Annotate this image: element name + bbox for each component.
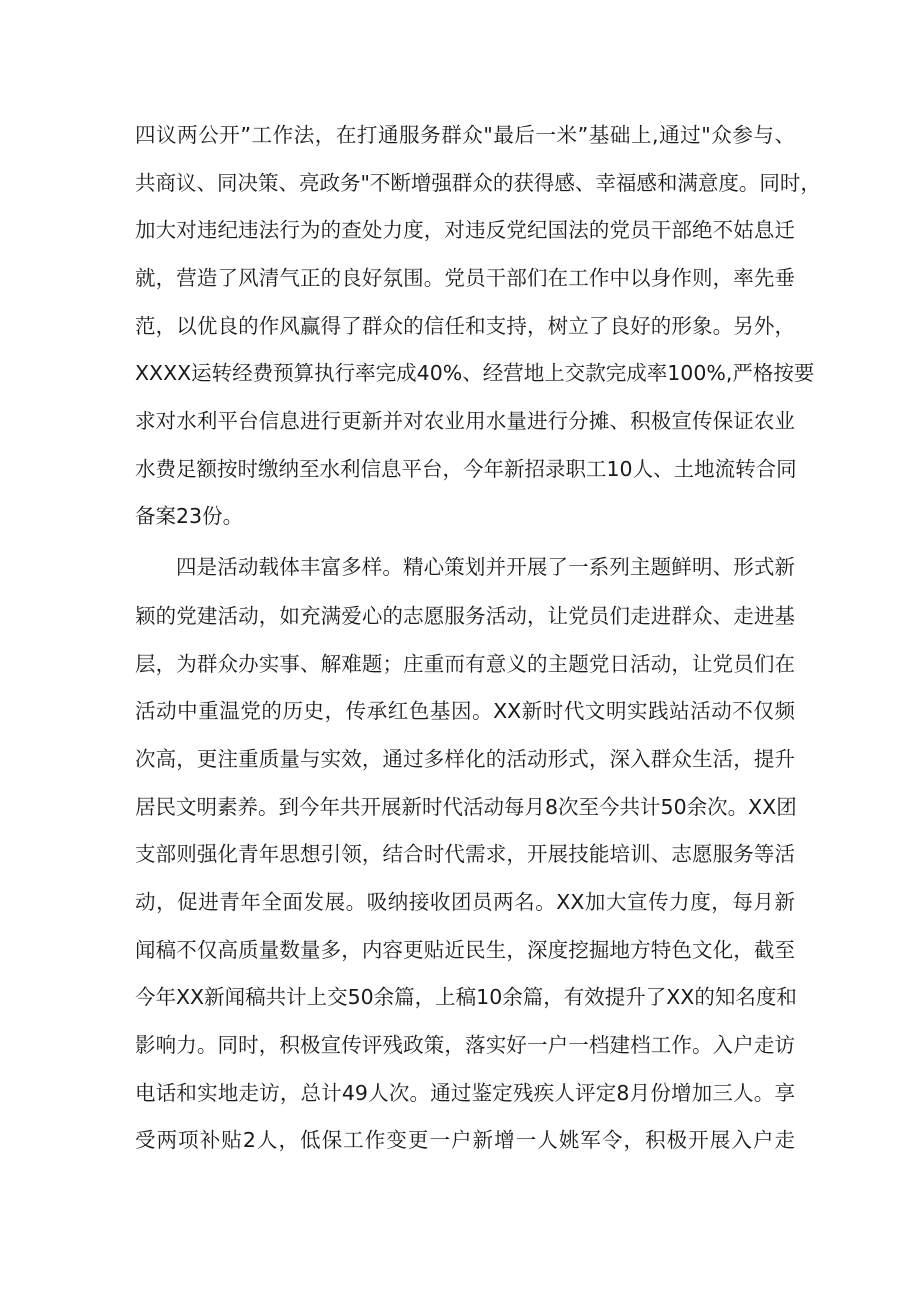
paragraph-line: 电话和实地走访，总计49人次。通过鉴定残疾人评定8月份增加三人。享: [135, 1081, 795, 1105]
paragraph-line: 闻稿不仅高质量数量多，内容更贴近民生，深度挖掘地方特色文化，截至: [135, 938, 795, 962]
paragraph-line: 四议两公开”工作法，在打通服务群众"最后一米”基础上,通过"众参与、: [135, 123, 795, 147]
paragraph-line: 备案23份。: [135, 504, 244, 528]
paragraph-line: 范，以优良的作风赢得了群众的信任和支持，树立了良好的形象。另外，: [135, 314, 795, 338]
paragraph-line: 就，营造了风清气正的良好氛围。党员干部们在工作中以身作则，率先垂: [135, 266, 795, 290]
paragraph-line: 求对水利平台信息进行更新并对农业用水量进行分摊、积极宣传保证农业: [135, 409, 795, 433]
paragraph-line: 颖的党建活动，如充满爱心的志愿服务活动，让党员们走进群众、走进基: [135, 604, 795, 628]
paragraph-line: 层，为群众办实事、解难题；庄重而有意义的主题党日活动，让党员们在: [135, 652, 795, 676]
paragraph-line: 支部则强化青年思想引领，结合时代需求，开展技能培训、志愿服务等活: [135, 842, 795, 866]
paragraph-line: 受两项补贴2人，低保工作变更一户新增一人姚军令，积极开展入户走: [135, 1128, 795, 1152]
paragraph-line: XXXX运转经费预算执行率完成40%、经营地上交款完成率100%,严格按要: [135, 361, 815, 385]
paragraph-line: 四是活动载体丰富多样。精心策划并开展了一系列主题鲜明、形式新: [176, 555, 795, 579]
paragraph-line: 活动中重温党的历史，传承红色基因。XX新时代文明实践站活动不仅频: [135, 699, 795, 723]
paragraph-line: 居民文明素养。到今年共开展新时代活动每月8次至今共计50余次。XX团: [135, 795, 797, 819]
paragraph-line: 今年XX新闻稿共计上交50余篇，上稿10余篇，有效提升了XX的知名度和: [135, 985, 797, 1009]
paragraph-line: 水费足额按时缴纳至水利信息平台，今年新招录职工10人、土地流转合同: [135, 457, 797, 481]
paragraph-line: 加大对违纪违法行为的查处力度，对违反党纪国法的党员干部绝不姑息迁: [135, 218, 795, 242]
paragraph-line: 影响力。同时，积极宣传评残政策，落实好一户一档建档工作。入户走访: [135, 1033, 795, 1057]
paragraph-line: 次高，更注重质量与实效，通过多样化的活动形式，深入群众生活，提升: [135, 747, 795, 771]
paragraph-line: 共商议、同决策、亮政务"不断增强群众的获得感、幸福感和满意度。同时，: [135, 171, 821, 195]
paragraph-line: 动，促进青年全面发展。吸纳接收团员两名。XX加大宣传力度，每月新: [135, 890, 795, 914]
